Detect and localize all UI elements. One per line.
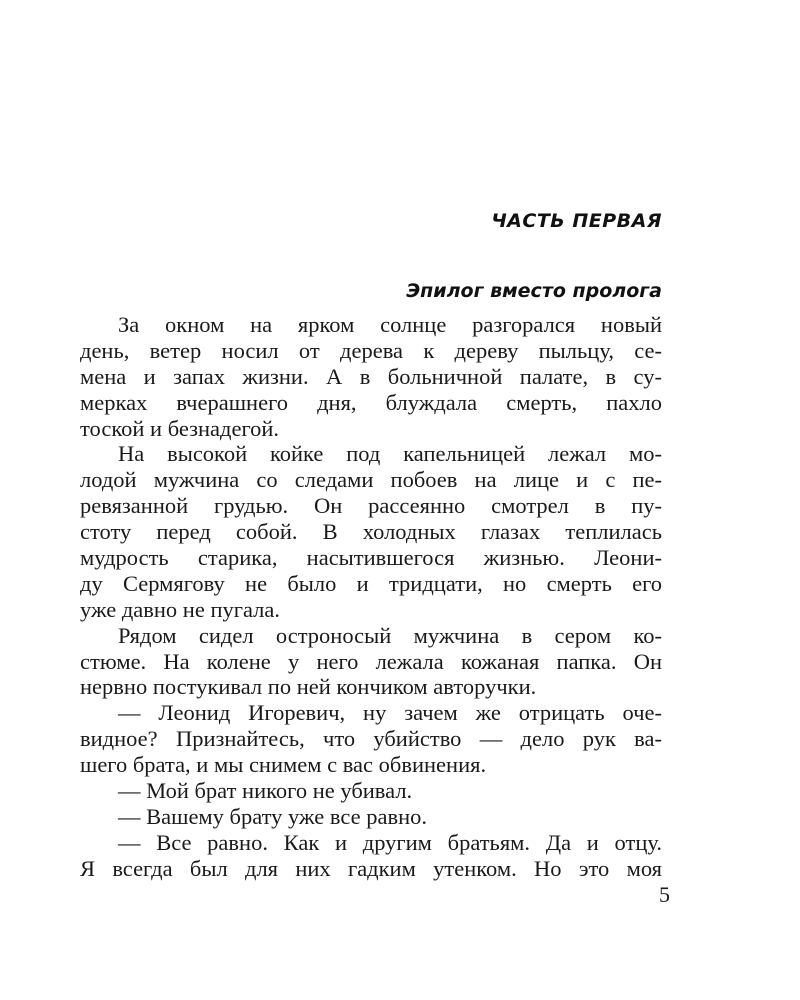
text-line: ду Сермягову не было и тридцати, но смерть его <box>80 570 662 596</box>
body-text <box>80 312 662 882</box>
text-line: нервно постукивал по ней кончиком авторучки. <box>80 674 537 700</box>
text-line: — Вашему брату уже все равно. <box>118 803 428 829</box>
text-line: За окном на ярком солнце разгорался новый <box>118 312 662 337</box>
text-line: стюме. На колене у него лежала кожаная папка. Он <box>80 648 662 674</box>
text-line: шего брата, и мы снимем с вас обвинения. <box>80 752 487 778</box>
part-title: ЧАСТЬ ПЕРВАЯ <box>491 210 662 232</box>
text-line: мена и запах жизни. А в больничной палате, в су- <box>80 363 662 389</box>
text-line: — Мой брат никого не убивал. <box>118 778 413 804</box>
text-line: мудрость старика, насытившегося жизнью. Леони- <box>80 545 662 571</box>
text-line: Я всегда был для них гадким утенком. Но это моя <box>80 855 662 881</box>
text-line: Рядом сидел остроносый мужчина в сером ко- <box>118 622 662 648</box>
text-line: — Леонид Игоревич, ну зачем же отрицать оче- <box>118 700 662 726</box>
page-number: 5 <box>659 882 670 907</box>
text-line: мерках вчерашнего дня, блуждала смерть, пахло <box>80 389 662 415</box>
text-line: — Все равно. Как и другим братьям. Да и отцу. <box>118 829 662 855</box>
text-line: стоту перед собой. В холодных глазах теплилась <box>80 519 662 545</box>
text-line: ревязанной грудью. Он рассеянно смотрел в пу- <box>80 493 662 519</box>
text-line: день, ветер носил от дерева к дереву пыльцу, се- <box>80 337 662 363</box>
text-line: лодой мужчина со следами побоев на лице и с пе- <box>80 467 662 493</box>
text-line: видное? Признайтесь, что убийство — дело рук ва- <box>80 726 662 752</box>
text-line: уже давно не пугала. <box>80 596 280 622</box>
chapter-title: Эпилог вместо пролога <box>406 280 662 302</box>
text-line: тоской и безнадегой. <box>80 415 280 441</box>
text-line: На высокой койке под капельницей лежал мо- <box>118 441 662 467</box>
